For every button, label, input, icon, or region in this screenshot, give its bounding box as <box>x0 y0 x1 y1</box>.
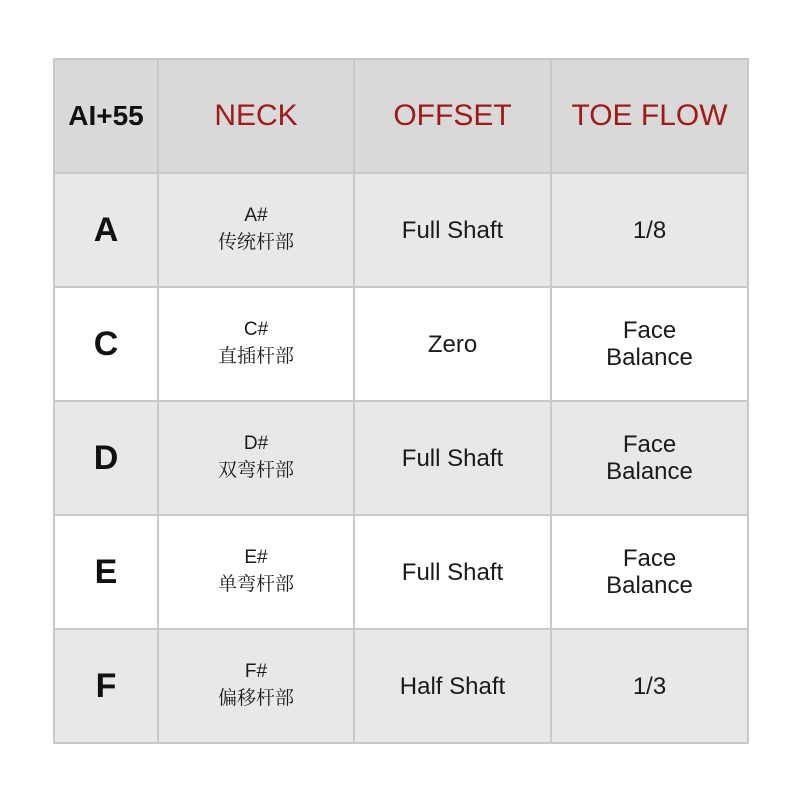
offset-value: Half Shaft <box>399 672 506 700</box>
table-header-row <box>54 59 748 173</box>
toe-flow-cell <box>551 173 748 287</box>
header-offset: OFFSET <box>354 59 551 173</box>
table-row <box>54 629 748 743</box>
toe-flow-value: Face Balance <box>606 545 693 599</box>
neck-name: 单弯杆部 <box>217 573 294 595</box>
offset-value: Full Shaft <box>401 558 504 586</box>
neck-cell <box>158 173 354 287</box>
offset-cell <box>354 173 551 287</box>
offset-value: Full Shaft <box>401 444 504 472</box>
model-letter: A <box>93 210 119 249</box>
neck-cell <box>158 515 354 629</box>
toe-flow-cell <box>551 629 748 743</box>
table-row <box>54 287 748 401</box>
neck-name: 双弯杆部 <box>217 459 294 481</box>
offset-value: Zero <box>427 330 478 358</box>
neck-cell <box>158 629 354 743</box>
offset-value: Full Shaft <box>401 216 504 244</box>
neck-code: D# <box>243 433 269 454</box>
model-cell <box>54 287 158 401</box>
toe-flow-cell <box>551 287 748 401</box>
table-row <box>54 515 748 629</box>
model-letter: E <box>94 552 118 591</box>
neck-cell <box>158 401 354 515</box>
model-cell <box>54 629 158 743</box>
neck-code: A# <box>244 205 268 226</box>
header-neck: NECK <box>158 59 354 173</box>
toe-flow-value: Face Balance <box>606 317 693 371</box>
neck-cell <box>158 287 354 401</box>
toe-flow-value: Face Balance <box>606 431 693 485</box>
toe-flow-value: 1/3 <box>632 672 667 700</box>
model-letter: F <box>95 666 117 705</box>
table-row <box>54 401 748 515</box>
toe-flow-value: 1/8 <box>632 216 667 244</box>
offset-cell <box>354 629 551 743</box>
model-cell <box>54 401 158 515</box>
offset-cell <box>354 515 551 629</box>
offset-cell <box>354 287 551 401</box>
offset-cell <box>354 401 551 515</box>
model-letter: C <box>93 324 119 363</box>
toe-flow-cell <box>551 401 748 515</box>
neck-code: C# <box>243 319 269 340</box>
model-letter: D <box>93 438 119 477</box>
putter-spec-table <box>53 58 749 744</box>
model-cell <box>54 515 158 629</box>
neck-name: 偏移杆部 <box>217 687 294 709</box>
toe-flow-cell <box>551 515 748 629</box>
neck-code: E# <box>244 547 268 568</box>
neck-code: F# <box>244 661 268 682</box>
header-toe-flow: TOE FLOW <box>551 59 748 173</box>
neck-name: 传统杆部 <box>217 231 294 253</box>
table-row <box>54 173 748 287</box>
model-cell <box>54 173 158 287</box>
neck-name: 直插杆部 <box>217 345 294 367</box>
header-model: AI+55 <box>54 59 158 173</box>
